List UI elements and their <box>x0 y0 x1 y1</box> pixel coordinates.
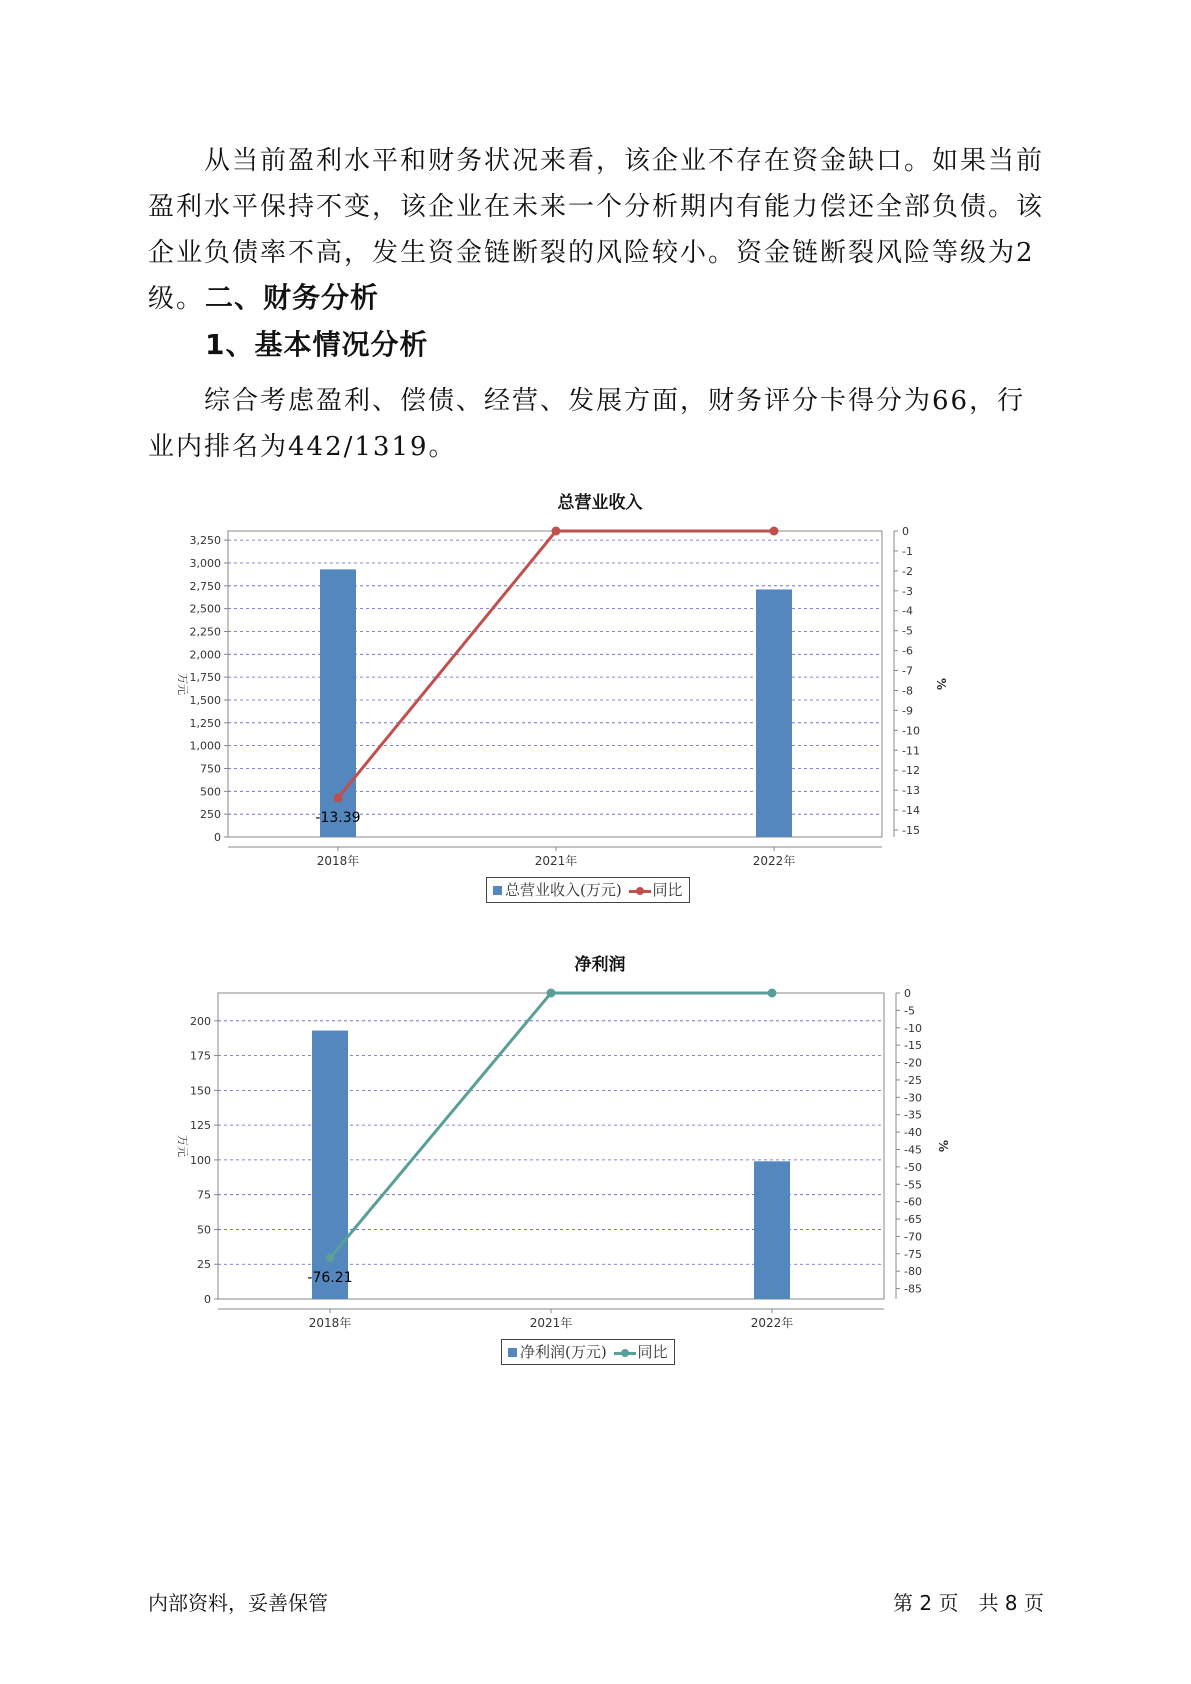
x-tick-label: 2018年 <box>316 854 360 868</box>
y-tick-label: 3,000 <box>189 556 221 570</box>
y-tick-label: 1,500 <box>189 693 221 707</box>
legend-bar-label: 净利润(万元) <box>520 1343 607 1361</box>
y-tick-label: 50 <box>197 1223 211 1237</box>
revenue-chart-plot <box>170 488 1030 888</box>
y2-tick-label: -12 <box>902 764 920 778</box>
y2-tick-label: 0 <box>904 987 911 1000</box>
y2-tick-label: -3 <box>902 584 913 598</box>
y2-tick-label: -11 <box>902 744 920 758</box>
y-tick-label: 500 <box>200 785 221 799</box>
y2-tick-label: -80 <box>904 1265 922 1279</box>
data-label: -76.21 <box>307 1270 353 1287</box>
y2-tick-label: -2 <box>902 564 913 578</box>
y-tick-label: 1,250 <box>189 716 221 730</box>
subsection-heading: 1、基本情况分析 <box>205 328 429 361</box>
y2-tick-label: -65 <box>904 1213 922 1227</box>
y2-tick-label: -5 <box>904 1004 915 1018</box>
net-profit-chart-plot <box>170 950 1030 1350</box>
y-tick-label: 3,250 <box>189 534 221 548</box>
line-point <box>334 793 343 802</box>
y2-tick-label: 0 <box>902 525 909 538</box>
y-tick-label: 1,750 <box>189 671 221 685</box>
y2-tick-label: -60 <box>904 1195 922 1209</box>
bar <box>756 589 792 837</box>
legend-line-label: 同比 <box>652 881 683 899</box>
data-label: -13.39 <box>315 809 361 826</box>
legend-line-label: 同比 <box>637 1343 668 1361</box>
y2-tick-label: -35 <box>904 1108 922 1122</box>
y2-tick-label: -4 <box>902 604 913 618</box>
y2-axis-label: % <box>934 677 948 691</box>
net-profit-chart <box>170 950 1030 1380</box>
y2-tick-label: -50 <box>904 1160 922 1174</box>
y-tick-label: 2,500 <box>189 602 221 616</box>
chart-title: 总营业收入 <box>557 493 643 513</box>
y-tick-label: 175 <box>190 1049 211 1063</box>
y-tick-label: 75 <box>197 1188 211 1202</box>
chart-legend <box>501 1339 675 1365</box>
y2-tick-label: -75 <box>904 1247 922 1261</box>
y2-tick-label: -1 <box>902 544 913 558</box>
x-tick-label: 2022年 <box>750 1316 794 1330</box>
y2-tick-label: -5 <box>902 624 913 638</box>
y2-tick-label: -25 <box>904 1073 922 1087</box>
bar <box>754 1161 790 1299</box>
y-axis-label: 万元 <box>176 1135 189 1157</box>
y2-tick-label: -40 <box>904 1126 922 1140</box>
line-point <box>547 989 556 998</box>
revenue-chart <box>170 488 1030 918</box>
y-tick-label: 2,000 <box>189 648 221 662</box>
y-tick-label: 2,750 <box>189 579 221 593</box>
bar-legend-swatch <box>508 1348 517 1357</box>
y-tick-label: 200 <box>190 1014 211 1028</box>
y-tick-label: 2,250 <box>189 625 221 639</box>
line-legend-swatch <box>629 890 651 893</box>
y2-tick-label: -15 <box>904 1039 922 1053</box>
y-axis-label: 万元 <box>176 673 189 695</box>
line-point <box>552 527 561 536</box>
y2-tick-label: -8 <box>902 684 913 698</box>
line-point <box>326 1254 335 1263</box>
line-legend-swatch <box>614 1352 636 1355</box>
y2-tick-label: -14 <box>902 804 920 818</box>
line-point <box>770 527 779 536</box>
x-tick-label: 2021年 <box>529 1316 573 1330</box>
chart-title: 净利润 <box>574 955 626 975</box>
y-tick-label: 750 <box>200 762 221 776</box>
section-heading: 二、财务分析 <box>205 281 380 314</box>
y2-tick-label: -10 <box>904 1021 922 1035</box>
y-tick-label: 1,000 <box>189 739 221 753</box>
footer-page-number: 第 2 页 共 8 页 <box>893 1591 1044 1615</box>
y-tick-label: 125 <box>190 1119 211 1133</box>
score-paragraph: 综合考虑盈利、偿债、经营、发展方面，财务评分卡得分为66，行业内排名为442/1319。 <box>148 386 1026 462</box>
y2-axis-label: % <box>936 1139 950 1153</box>
y2-tick-label: -7 <box>902 664 913 678</box>
y-tick-label: 150 <box>190 1084 211 1098</box>
line-point <box>768 989 777 998</box>
x-tick-label: 2022年 <box>752 854 796 868</box>
y-tick-label: 25 <box>197 1258 211 1272</box>
y2-tick-label: -85 <box>904 1282 922 1296</box>
x-tick-label: 2018年 <box>308 1316 352 1330</box>
y-tick-label: 100 <box>190 1153 211 1167</box>
y-tick-label: 250 <box>200 808 221 822</box>
footer-confidential-note: 内部资料，妥善保管 <box>148 1591 328 1615</box>
y-tick-label: 0 <box>214 831 221 844</box>
legend-bar-label: 总营业收入(万元) <box>505 881 622 899</box>
y2-tick-label: -6 <box>902 644 913 658</box>
y-tick-label: 0 <box>204 1293 211 1306</box>
chart-legend <box>486 877 690 903</box>
risk-summary-paragraph: 从当前盈利水平和财务状况来看，该企业不存在资金缺口。如果当前盈利水平保持不变，该企业在未来一个分析期内有能力偿还全部负债。该企业负债率不高，发生资金链断裂的风险较小。资金链断裂风险等级为2级。 <box>148 146 1045 314</box>
y2-tick-label: -13 <box>902 784 920 798</box>
y2-tick-label: -20 <box>904 1056 922 1070</box>
y2-tick-label: -9 <box>902 704 913 718</box>
y2-tick-label: -45 <box>904 1143 922 1157</box>
x-tick-label: 2021年 <box>534 854 578 868</box>
y2-tick-label: -10 <box>902 724 920 738</box>
y2-tick-label: -15 <box>902 824 920 838</box>
y2-tick-label: -30 <box>904 1091 922 1105</box>
bar-legend-swatch <box>493 886 502 895</box>
y2-tick-label: -70 <box>904 1230 922 1244</box>
y2-tick-label: -55 <box>904 1178 922 1192</box>
